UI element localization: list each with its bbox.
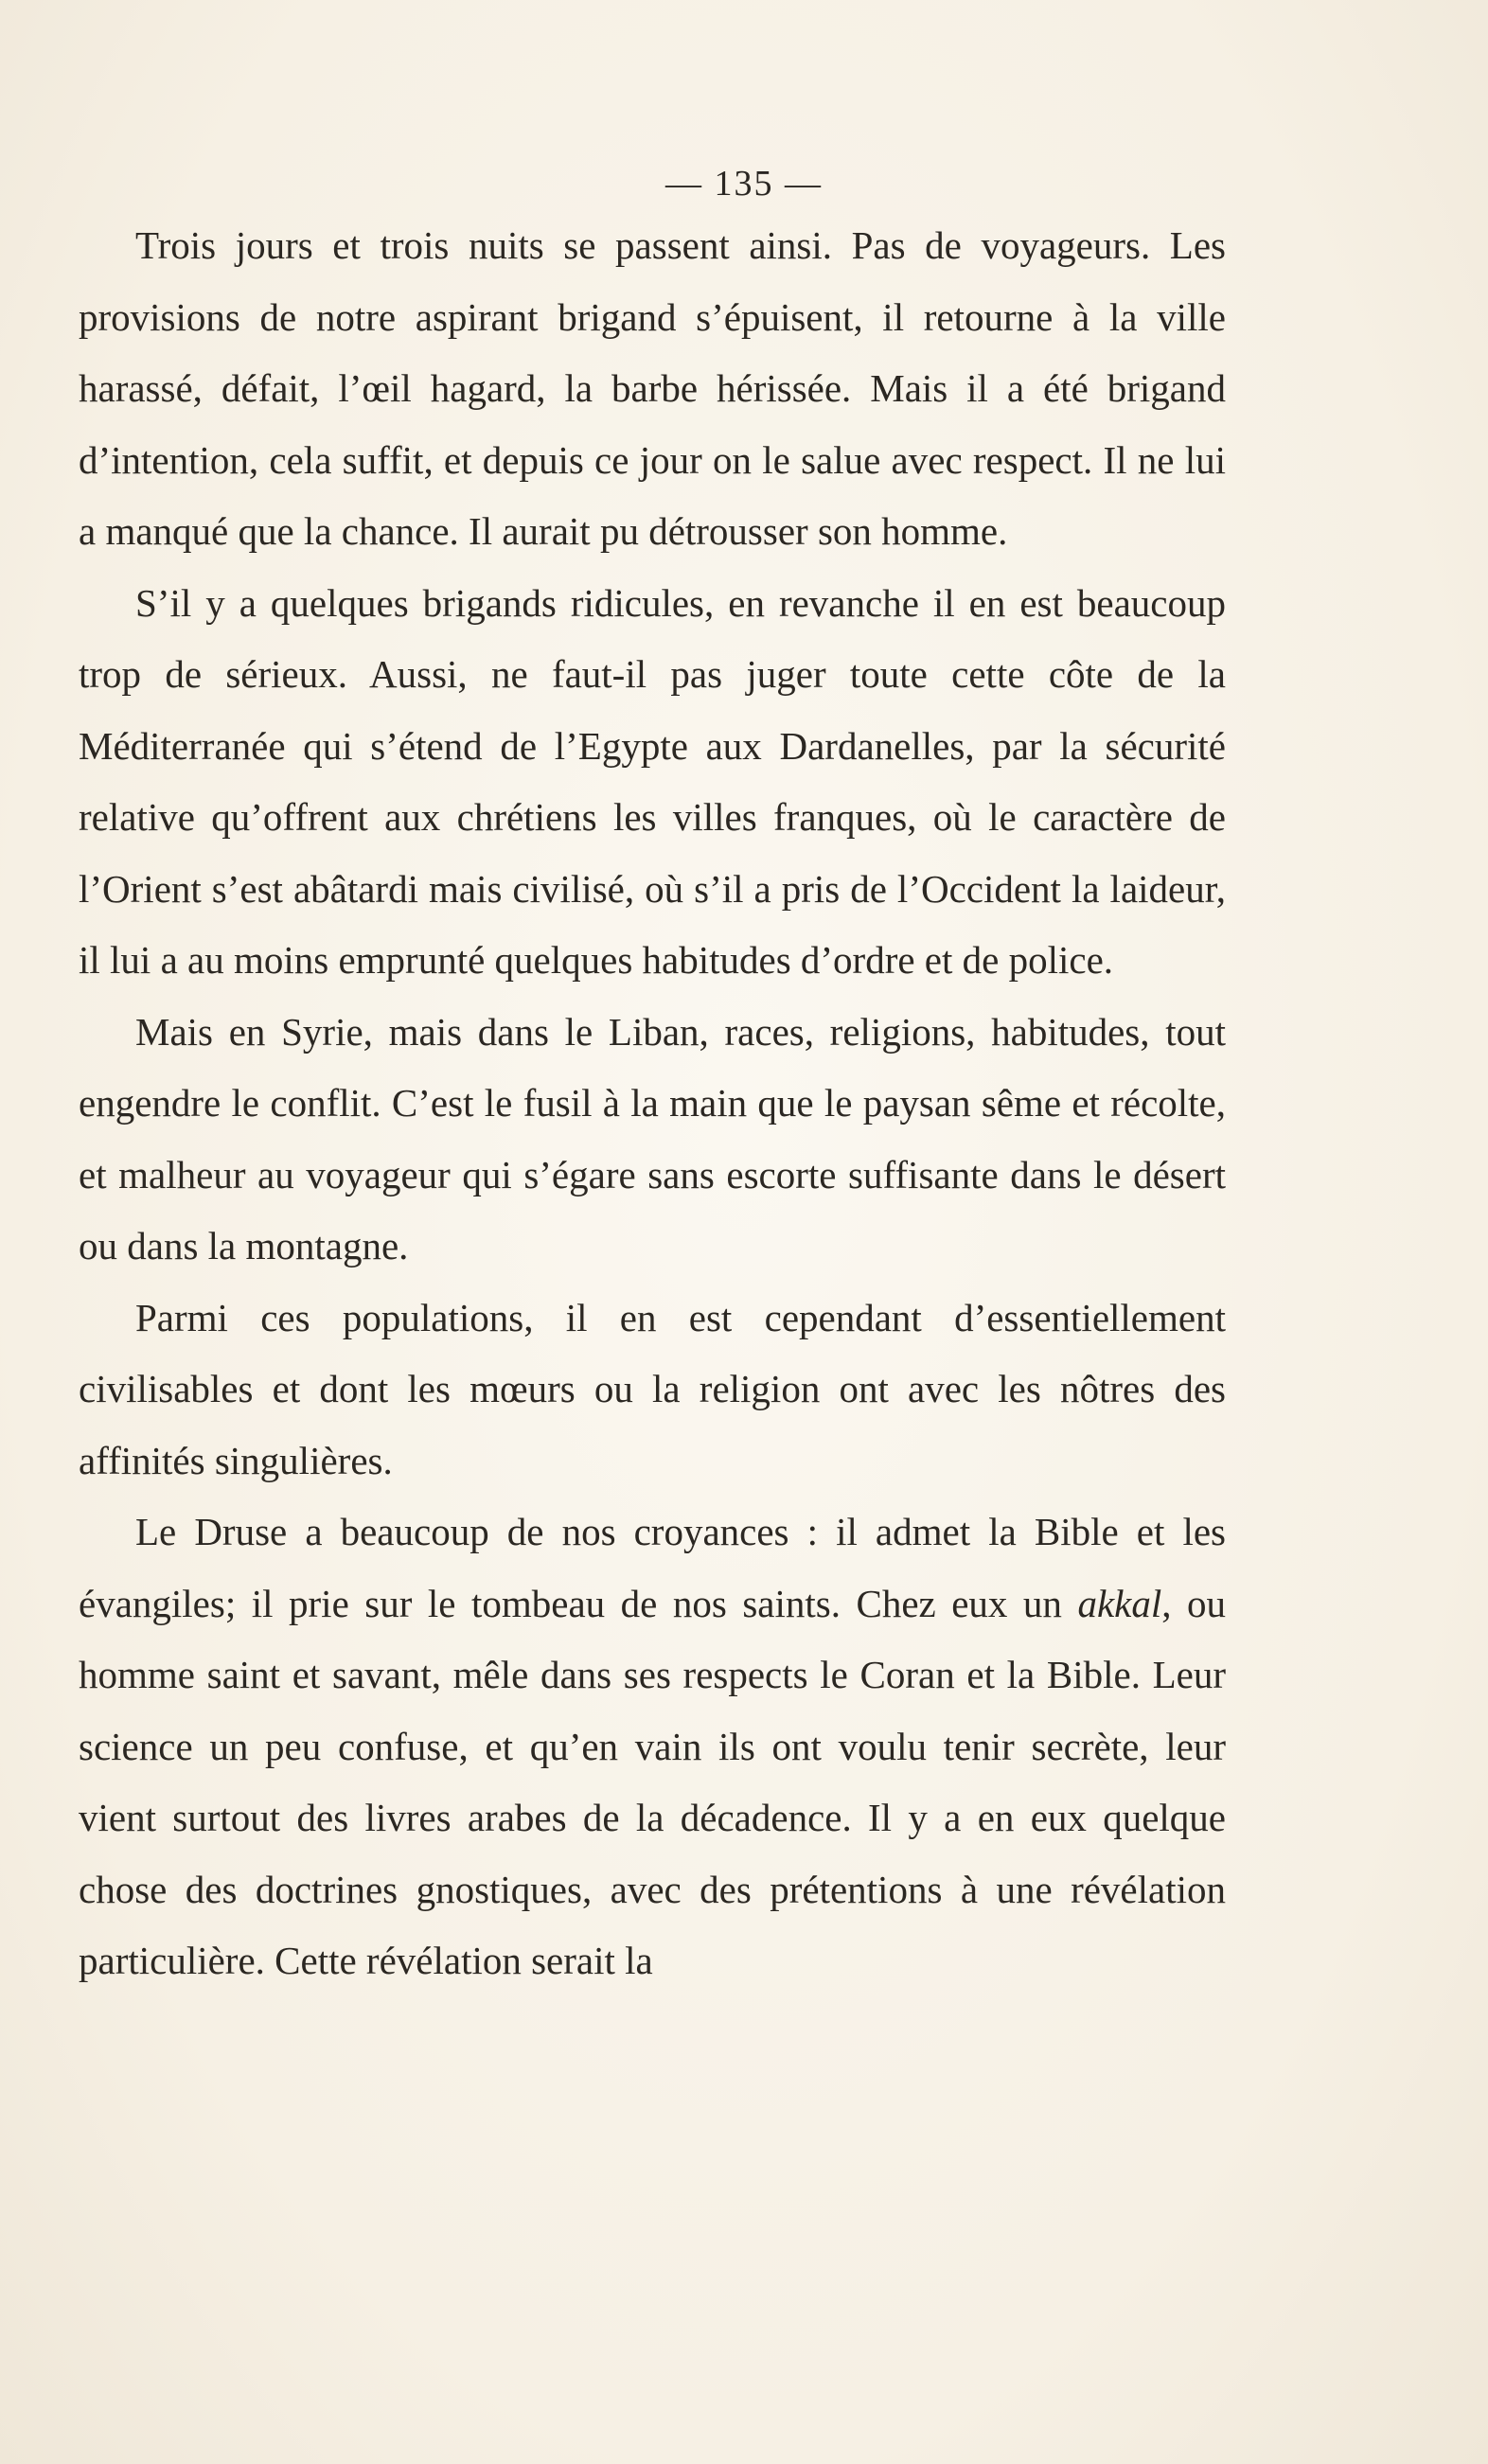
paragraph-1 bbox=[79, 210, 1226, 568]
paragraph-2-text: S’il y a quelques brigands ridicules, en revanche il en est beaucoup trop de sérieux. Aussi, ne faut-il pas juger toute cette côte de la Méditerranée qui s’étend de l’Egypte aux Dardanelles, par la sécurité relative qu’offrent aux chrétiens les villes franques, où le caractère de l’Orient s’est abâtardi mais civilisé, où s’il a pris de l’Occident la laideur, il lui a au moins emprunté quelques habitudes d’ordre et de police. bbox=[79, 580, 1226, 982]
paragraph-1-text: Trois jours et trois nuits se passent ainsi. Pas de voyageurs. Les provisions de notre aspirant brigand s’épuisent, il retourne à la ville harassé, défait, l’œil hagard, la barbe hérissée. Mais il a été brigand d’intention, cela suffit, et depuis ce jour on le salue avec respect. Il ne lui a manqué que la chance. Il aurait pu détrousser son homme. bbox=[79, 223, 1226, 553]
paragraph-2 bbox=[79, 568, 1226, 997]
page-number: — 135 — bbox=[665, 164, 823, 204]
body-text bbox=[79, 210, 1226, 1997]
paragraph-5-text-end: , ou homme saint et savant, mêle dans ses respects le Coran et la Bible. Leur science un peu confuse, et qu’en vain ils ont voulu tenir secrète, leur vient surtout des livres arabes de la décadence. Il y a en eux quelque chose des doctrines gnostiques, avec des prétentions à une révélation particulière. Cette révélation serait la bbox=[79, 1581, 1227, 1982]
paragraph-4-text: Parmi ces populations, il en est cependant d’essentiellement civilisables et dont les mœurs ou la religion ont avec les nôtres des affinités singulières. bbox=[79, 1295, 1226, 1482]
paragraph-5 bbox=[79, 1497, 1226, 1997]
paragraph-3 bbox=[79, 997, 1226, 1283]
paragraph-5-text-start: Le Druse a beaucoup de nos croyances : il admet la Bible et les évangiles; il prie sur le tombeau de nos saints. Chez eux un bbox=[79, 1510, 1226, 1625]
paragraph-4 bbox=[79, 1283, 1226, 1498]
paragraph-5-italic-term: akkal bbox=[1077, 1581, 1162, 1625]
paragraph-3-text: Mais en Syrie, mais dans le Liban, races, religions, habitudes, tout engendre le conflit. C’est le fusil à la main que le paysan sême et récolte, et malheur au voyageur qui s’égare sans escorte suffisante dans le désert ou dans la montagne. bbox=[79, 1009, 1226, 1267]
